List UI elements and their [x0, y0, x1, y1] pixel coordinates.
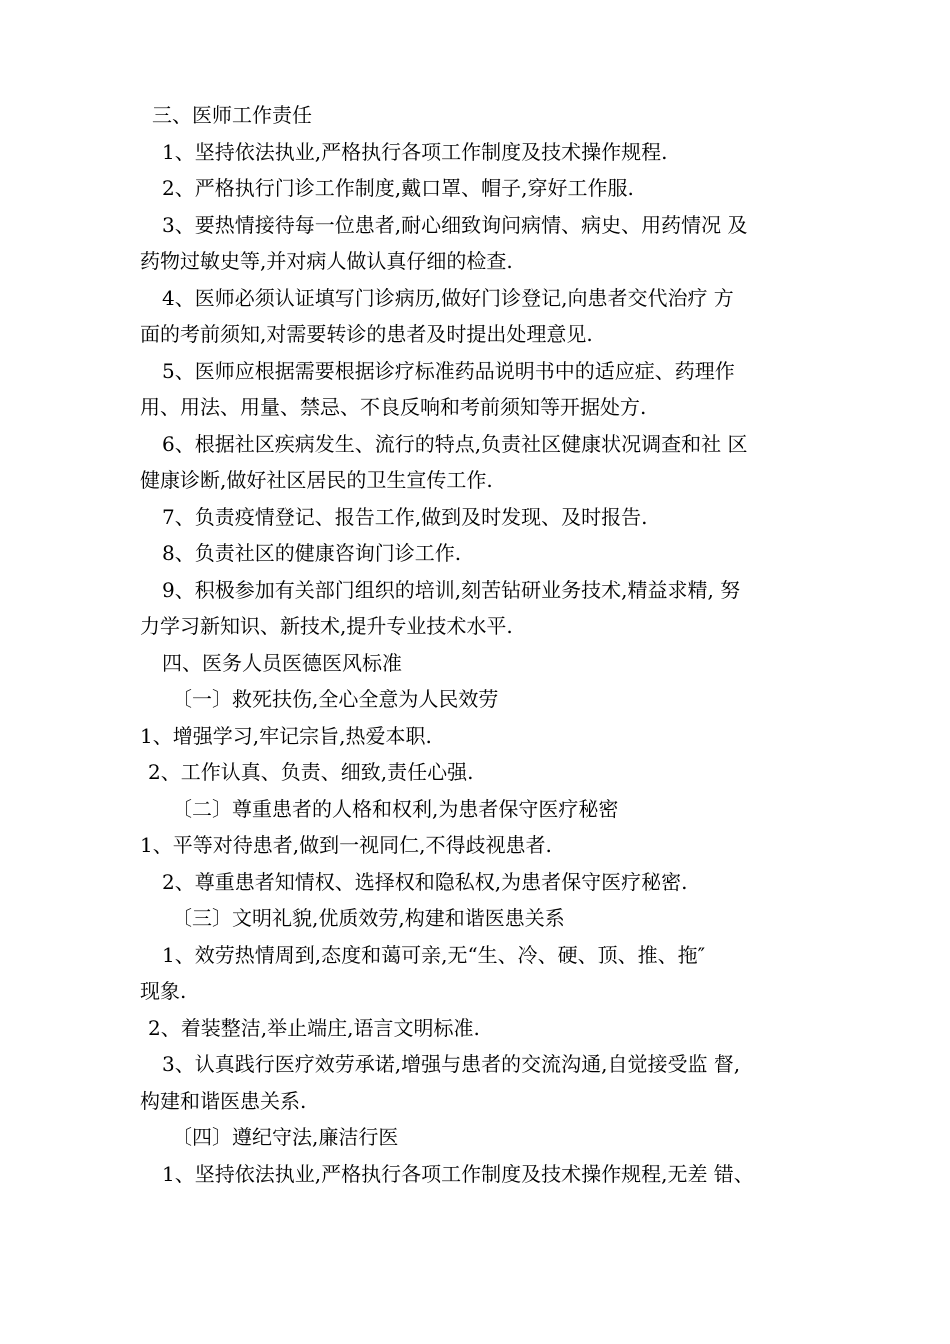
section-heading-3: 三、医师工作责任	[152, 103, 312, 127]
paragraph-line: 1、增强学习,牢记宗旨,热爱本职.	[140, 724, 432, 748]
paragraph-line: 7、负责疫情登记、报告工作,做到及时发现、及时报告.	[162, 505, 648, 529]
paragraph-line: 力学习新知识、新技术,提升专业技术水平.	[140, 614, 513, 638]
section-heading-4: 四、医务人员医德医风标准	[162, 651, 402, 675]
paragraph-line: 3、认真践行医疗效劳承诺,增强与患者的交流沟通,自觉接受监 督,	[162, 1052, 741, 1076]
paragraph-line: 现象.	[140, 979, 187, 1003]
paragraph-line: 5、医师应根据需要根据诊疗标准药品说明书中的适应症、药理作	[162, 359, 735, 383]
paragraph-line: 2、尊重患者知情权、选择权和隐私权,为患者保守医疗秘密.	[162, 870, 688, 894]
paragraph-line: 9、积极参加有关部门组织的培训,刻苦钻研业务技术,精益求精, 努	[162, 578, 741, 602]
subsection-heading-2: 〔二〕尊重患者的人格和权利,为患者保守医疗秘密	[172, 797, 619, 821]
subsection-heading-3: 〔三〕文明礼貌,优质效劳,构建和谐医患关系	[172, 906, 565, 930]
paragraph-line: 面的考前须知,对需要转诊的患者及时提出处理意见.	[140, 322, 593, 346]
paragraph-line: 构建和谐医患关系.	[140, 1089, 307, 1113]
subsection-heading-1: 〔一〕救死扶伤,全心全意为人民效劳	[172, 687, 499, 711]
paragraph-line: 1、坚持依法执业,严格执行各项工作制度及技术操作规程.	[162, 140, 668, 164]
paragraph-line: 6、根据社区疾病发生、流行的特点,负责社区健康状况调查和社 区	[162, 432, 748, 456]
paragraph-line: 8、负责社区的健康咨询门诊工作.	[162, 541, 462, 565]
paragraph-line: 1、平等对待患者,做到一视同仁,不得歧视患者.	[140, 833, 552, 857]
paragraph-line: 2、工作认真、负责、细致,责任心强.	[148, 760, 474, 784]
paragraph-line: 1、效劳热情周到,态度和蔼可亲,无“生、冷、硬、顶、推、拖″	[162, 943, 706, 967]
paragraph-line: 4、医师必须认证填写门诊病历,做好门诊登记,向患者交代治疗 方	[162, 286, 734, 310]
paragraph-line: 2、严格执行门诊工作制度,戴口罩、帽子,穿好工作服.	[162, 176, 634, 200]
paragraph-line: 3、要热情接待每一位患者,耐心细致询问病情、病史、用药情况 及	[162, 213, 748, 237]
paragraph-line: 用、用法、用量、禁忌、不良反响和考前须知等开据处方.	[140, 395, 647, 419]
paragraph-line: 1、坚持依法执业,严格执行各项工作制度及技术操作规程,无差 错、	[162, 1162, 754, 1186]
paragraph-line: 药物过敏史等,并对病人做认真仔细的检查.	[140, 249, 513, 273]
subsection-heading-4: 〔四〕遵纪守法,廉洁行医	[172, 1125, 399, 1149]
paragraph-line: 2、着装整洁,举止端庄,语言文明标准.	[148, 1016, 480, 1040]
paragraph-line: 健康诊断,做好社区居民的卫生宣传工作.	[140, 468, 493, 492]
